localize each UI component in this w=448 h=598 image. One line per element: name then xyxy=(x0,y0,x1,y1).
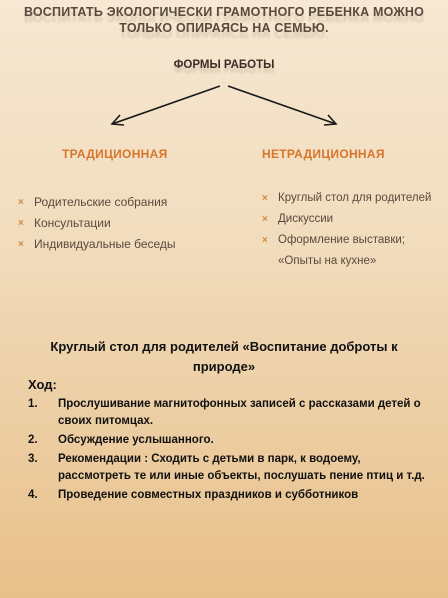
list-item: × Индивидуальные беседы xyxy=(18,234,228,255)
step-text: Проведение совместных праздников и субботников xyxy=(58,489,359,501)
step-item xyxy=(28,396,428,430)
steps-list xyxy=(28,396,428,504)
x-bullet-icon: × xyxy=(262,193,268,204)
hod-label: Ход: xyxy=(28,377,57,392)
x-bullet-icon: × xyxy=(262,214,268,225)
step-text: Обсуждение услышанного. xyxy=(58,434,214,446)
x-bullet-icon: × xyxy=(18,197,24,208)
traditional-heading: ТРАДИЦИОННАЯ xyxy=(62,147,168,161)
right-arrow-line xyxy=(228,86,336,124)
step-item xyxy=(28,432,428,449)
step-text: Рекомендации : Сходить с детьми в парк, к водоему, рассмотреть те или иные объекты, послушать пение птиц и т.д. xyxy=(58,453,425,482)
header-line-2: ТОЛЬКО ОПИРАЯСЬ НА СЕМЬЮ. xyxy=(119,21,329,35)
forms-title: ФОРМЫ РАБОТЫ xyxy=(173,59,275,71)
step-number: 4. xyxy=(28,489,38,501)
step-number: 2. xyxy=(28,434,38,446)
traditional-list xyxy=(18,192,228,255)
step-number: 1. xyxy=(28,398,38,410)
branch-arrows xyxy=(0,0,448,140)
x-bullet-icon: × xyxy=(18,218,24,229)
x-bullet-icon: × xyxy=(18,239,24,250)
nontraditional-list xyxy=(262,188,438,272)
list-item: × Круглый стол для родителей xyxy=(262,188,438,209)
list-item: × Оформление выставки; «Опыты на кухне» xyxy=(262,230,438,272)
step-item xyxy=(28,487,428,504)
list-item: × Консультации xyxy=(18,213,228,234)
step-item xyxy=(28,451,428,485)
x-bullet-icon: × xyxy=(262,235,268,246)
nontraditional-heading: НЕТРАДИЦИОННАЯ xyxy=(262,147,385,161)
left-arrow-line xyxy=(112,86,220,124)
step-number: 3. xyxy=(28,453,38,465)
list-item: × Дискуссии xyxy=(262,209,438,230)
list-item: × Родительские собрания xyxy=(18,192,228,213)
step-text: Прослушивание магнитофонных записей с рассказами детей о своих питомцах. xyxy=(58,398,421,427)
header-line-1: ВОСПИТАТЬ ЭКОЛОГИЧЕСКИ ГРАМОТНОГО РЕБЕНКА МОЖНО xyxy=(23,5,425,19)
roundtable-title: Круглый стол для родителей «Воспитание доброты к природе» xyxy=(50,339,398,374)
